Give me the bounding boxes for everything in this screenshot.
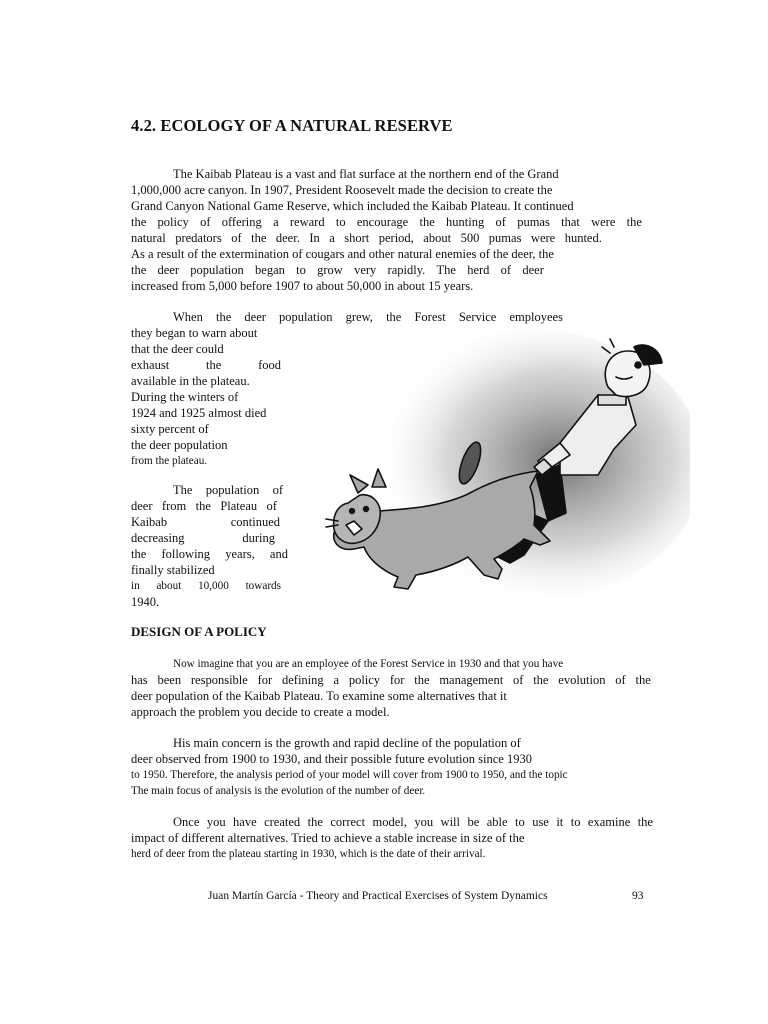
text-line: they began to warn about [131,326,258,340]
page-number: 93 [632,890,644,902]
man-pulling-cougar-illustration [298,325,690,603]
section-title: 4.2. ECOLOGY OF A NATURAL RESERVE [131,116,453,135]
text-line: deer observed from 1900 to 1930, and their possible future evolution since 1930 [131,752,532,766]
text-line: During the winters of [131,390,239,404]
text-line: deer population of the Kaibab Plateau. To examine some alternatives that it [131,689,507,703]
text-line: 1940. [131,595,160,609]
text-line: Now imagine that you are an employee of the Forest Service in 1930 and that you have [173,658,564,670]
text-line: Once you have created the correct model, you will be able to use it to examine the [173,815,653,829]
text-line: 1924 and 1925 almost died [131,406,267,420]
text-line: natural predators of the deer. In a short period, about 500 pumas were hunted. [131,231,602,245]
text-line: sixty percent of [131,422,209,436]
text-line: decreasing during [131,531,275,545]
text-line: approach the problem you decide to create a model. [131,705,390,719]
text-line: exhaust the food [131,358,281,372]
text-line: impact of different alternatives. Tried to achieve a stable increase in size of the [131,831,525,845]
text-line: to 1950. Therefore, the analysis period of your model will cover from 1900 to 1950, and the topic [131,769,568,781]
text-line: the deer population began to grow very rapidly. The herd of deer [131,263,544,277]
text-line: deer from the Plateau of [131,499,277,513]
text-line: the deer population [131,438,228,452]
subheading-design-of-policy: DESIGN OF A POLICY [131,624,267,639]
text-line: The Kaibab Plateau is a vast and flat surface at the northern end of the Grand [173,167,559,181]
text-line: 1,000,000 acre canyon. In 1907, President Roosevelt made the decision to create the [131,183,553,197]
text-line: in about 10,000 towards [131,580,281,592]
text-line: that the deer could [131,342,224,356]
text-line: When the deer population grew, the Forest Service employees [173,310,563,324]
text-line: Kaibab continued [131,515,280,529]
text-line: herd of deer from the plateau starting in 1930, which is the date of their arrival. [131,848,486,860]
text-line: His main concern is the growth and rapid decline of the population of [173,736,521,750]
text-line: increased from 5,000 before 1907 to about 50,000 in about 15 years. [131,279,474,293]
footer-author-title: Juan Martín García - Theory and Practical Exercises of System Dynamics [208,890,548,902]
text-line: finally stabilized [131,563,215,577]
text-line: Grand Canyon National Game Reserve, which included the Kaibab Plateau. It continued [131,199,574,213]
text-line: The population of [173,483,283,497]
text-line: available in the plateau. [131,374,250,388]
text-line: the policy of offering a reward to encourage the hunting of pumas that were the [131,215,642,229]
text-line: the following years, and [131,547,288,561]
text-line: from the plateau. [131,455,208,467]
text-line: As a result of the extermination of cougars and other natural enemies of the deer, the [131,247,554,261]
text-line: has been responsible for defining a policy for the management of the evolution of the [131,673,651,687]
text-line: The main focus of analysis is the evolution of the number of deer. [131,785,426,797]
